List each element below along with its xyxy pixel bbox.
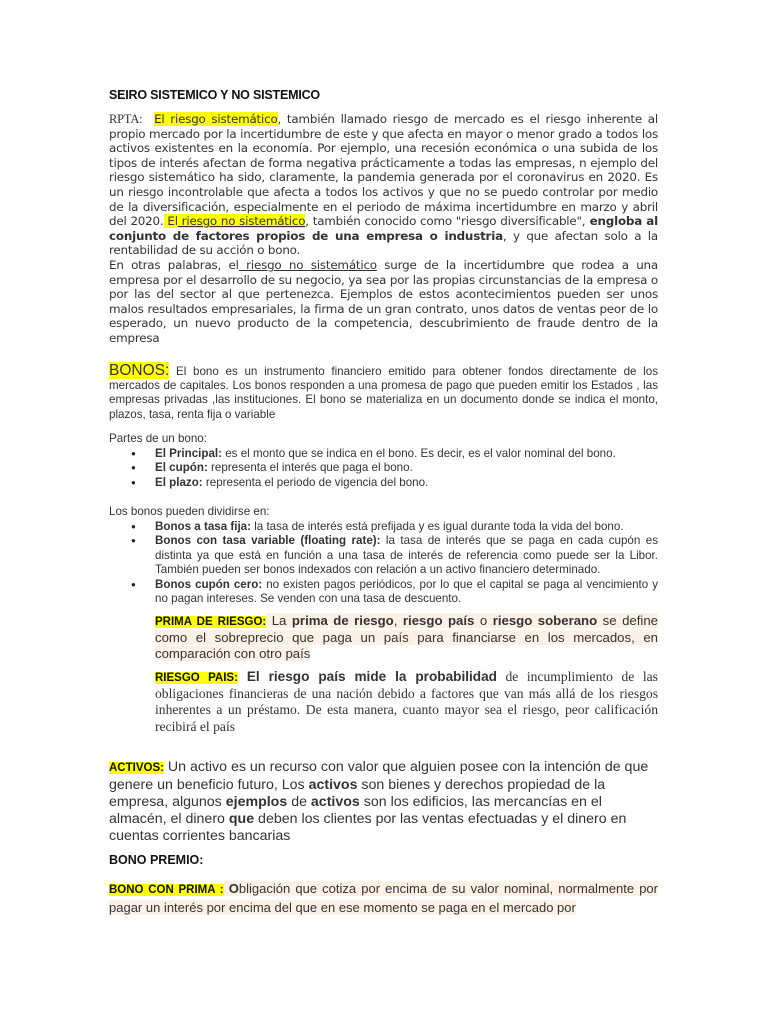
text: , también llamado riesgo de mercado es el riesgo inherente al propio mercado por la incertidumbre de este y que afecta en mayor o menor grado a todos los activos existentes en la economía. Por ejemplo, una recesión económica o una subida de los tipos de interés afectan de forma negativa prácticamente a todas las empresas, n ejemplo del riesgo sistemático ha sido, claramente, la pandemia generada por el coronavirus en 2020. Es un riesgo incontrolable que afecta a todos los activos y que no se puedo controlar por medio de la diversificación, especialmente en el periodo de máxima incertidumbre en marzo y abril del 2020. xyxy=(109,112,658,229)
item-label: El plazo: xyxy=(155,475,203,489)
bold-text: riesgo país xyxy=(402,613,475,628)
list-item xyxy=(109,520,658,535)
text: La xyxy=(266,613,292,628)
country-risk-section xyxy=(155,669,658,735)
item-text: la tasa de interés que se paga en cada cupón es distinta ya que está en función a una tasa de interés de referencia como puede ser la Libor. También pueden ser bonos indexados con relación a un activo financiero determinado. xyxy=(155,534,658,576)
text: bligación que cotiza por encima de su valor nominal, normalmente por pagar un interés por encima del que en ese momento se paga en el mercado por xyxy=(109,881,658,915)
parts-intro: Partes de un bono: xyxy=(109,432,207,445)
item-text: es el monto que se indica en el bono. Es decir, es el valor nominal del bono. xyxy=(222,446,616,460)
item-text: representa el interés que paga el bono. xyxy=(207,461,413,474)
bond-parts xyxy=(109,432,658,490)
country-risk-heading: RIESGO PAIS: xyxy=(155,672,238,684)
bonos-text: El bono es un instrumento financiero emitido para obtener fondos directamente de los mercados de capitales. Los bonos responden a una promesa de pago que pueden emitir los Estados , las empresas privadas ,las instituciones. El bono se materializa en un documento donde se indica el monto, plazos, tasa, renta fija o variable xyxy=(109,365,658,421)
paragraph xyxy=(109,258,658,346)
systematic-risk-section xyxy=(109,112,658,346)
item-label: El Principal: xyxy=(155,446,223,460)
bono-premio-heading: BONO PREMIO: xyxy=(109,853,204,867)
types-list xyxy=(109,520,658,607)
text: son los edificios, las mercancías en el almacén, el dinero xyxy=(109,794,602,827)
text: surge de la incertidumbre que rodea a una empresa por el desarrollo de su negocio, ya sea por las propias circunstancias de la empresa o por las del sector al que pertenezca. Ejemplos de estos acontecimientos pueden ser unos malos resultados empresariales, la firma de un gran contrato, unos datos de ventas peor de lo esperado, un nuevo producto de la competencia, descubrimiento de fraude dentro de la empresa xyxy=(109,257,658,345)
text: En otras palabras, el xyxy=(109,257,239,272)
bold-text: que xyxy=(228,811,255,827)
text: , xyxy=(393,613,403,628)
highlight-systematic: El riesgo sistemático xyxy=(154,112,278,126)
bold-text: activos xyxy=(310,794,360,810)
item-label: Bonos con tasa variable (floating rate): xyxy=(155,534,381,547)
underlined-text: riesgo no sistemático xyxy=(238,257,377,272)
item-text: representa el periodo de vigencia del bono. xyxy=(202,475,429,489)
highlight-el: El xyxy=(163,214,178,229)
list-item xyxy=(109,447,658,462)
bond-types xyxy=(109,505,658,607)
rpta-label: RPTA: xyxy=(109,112,143,126)
list-item xyxy=(109,461,658,476)
text: , también conocido como "riesgo diversificable", xyxy=(305,214,586,229)
list-item xyxy=(109,534,658,578)
text: de xyxy=(287,794,311,810)
bonos-section xyxy=(109,364,658,422)
bold-text: ejemplos xyxy=(225,794,288,810)
item-text: no existen pagos periódicos, por lo que el capital se paga al vencimiento y no pagan intereses. Se venden con una tasa de descuento. xyxy=(155,577,659,605)
bold-text: activos xyxy=(308,777,358,793)
types-intro: Los bonos pueden dividirse en: xyxy=(109,505,270,518)
item-text: la tasa de interés está prefijada y es igual durante toda la vida del bono. xyxy=(251,519,624,533)
list-item xyxy=(109,476,658,491)
document-title: SEIRO SISTEMICO Y NO SISTEMICO xyxy=(109,88,320,102)
item-label: El cupón: xyxy=(155,461,208,474)
text: de incumplimiento de las obligaciones financieras de una nación debido a factores que van más allá de los riesgos inherentes a un préstamo. De esta manera, cuanto mayor sea el riesgo, peor calificación recibirá el país xyxy=(155,669,658,734)
bonos-heading: BONOS: xyxy=(109,362,170,379)
risk-premium-heading: PRIMA DE RIESGO: xyxy=(155,616,267,628)
highlight-non-systematic: riesgo no sistemático xyxy=(177,214,306,229)
risk-premium-section xyxy=(155,613,658,662)
bono-con-prima-section xyxy=(109,880,658,916)
text: se define como el sobreprecio que paga un país para financiarse en los mercados, en comparación con otro país xyxy=(155,613,659,661)
bold-text: O xyxy=(223,881,239,896)
bold-text: El riesgo país mide la probabilidad xyxy=(237,669,497,684)
text: o xyxy=(474,613,493,628)
item-label: Bonos a tasa fija: xyxy=(155,519,251,533)
text: son bienes y derechos propiedad de la empresa, algunos xyxy=(109,777,606,810)
parts-list xyxy=(109,447,658,491)
text: Un activo es un recurso con valor que alguien posee con la intención de que genere un beneficio futuro, Los xyxy=(109,759,649,793)
text: , y que afectan solo a la rentabilidad de su acción o bono. xyxy=(109,228,658,258)
bold-text: riesgo soberano xyxy=(492,613,598,628)
paragraph xyxy=(109,112,658,258)
bono-con-prima-heading: BONO CON PRIMA : xyxy=(109,884,224,896)
list-item xyxy=(109,578,658,607)
bold-text: prima de riesgo xyxy=(291,613,394,628)
bold-text: engloba al conjunto de factores propios de una empresa o industria xyxy=(109,214,658,243)
item-label: Bonos cupón cero: xyxy=(155,577,263,591)
text: deben los clientes por las ventas efectuadas y el dinero en cuentas corrientes bancarias xyxy=(109,811,627,844)
activos-section xyxy=(109,759,649,845)
activos-heading: ACTIVOS: xyxy=(109,762,164,774)
